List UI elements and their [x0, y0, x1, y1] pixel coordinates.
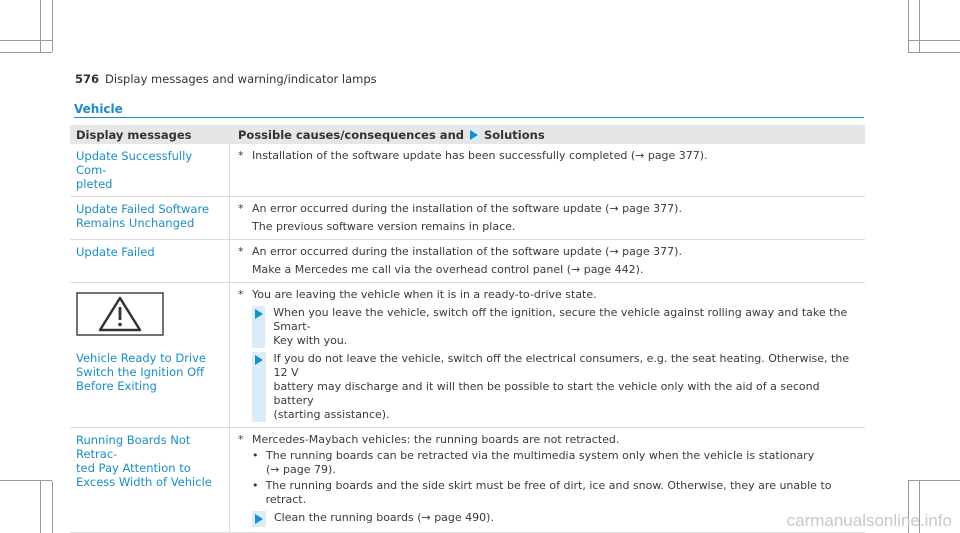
causes-solutions-cell [230, 197, 865, 239]
crop-mark [40, 481, 41, 533]
section-title: Vehicle [74, 102, 123, 116]
asterisk-marker: * [238, 149, 244, 162]
play-arrow-icon [468, 128, 480, 142]
bullet-marker: • [252, 449, 259, 462]
solution-step [238, 352, 857, 422]
cause-text: Mercedes-Maybach vehicles: the running boards are not retracted. [252, 433, 620, 446]
bullet-line [238, 479, 857, 507]
crop-mark [52, 0, 53, 52]
display-message-text: Update Successfully Com- pleted [76, 149, 193, 191]
solution-text: If you do not leave the vehicle, switch off the electrical consumers, e.g. the seat heating. Otherwise, the 12 V battery may discharge and it will then be possible to start the vehicle only with the aid of a second battery (starting assistance). [273, 352, 850, 421]
crop-mark [908, 52, 960, 53]
table-row [70, 144, 865, 197]
causes-solutions-cell [230, 428, 865, 532]
table-row [70, 283, 865, 428]
solution-text: Clean the running boards (→ page 490). [274, 511, 494, 524]
asterisk-marker: * [238, 433, 244, 446]
display-message-cell [70, 197, 230, 239]
crop-mark [0, 52, 52, 53]
solution-step [238, 306, 857, 348]
solution-text: When you leave the vehicle, switch off the ignition, secure the vehicle against rolling away and take the Smart- Key with you. [273, 306, 848, 347]
table-row [70, 240, 865, 283]
page-header-title: Display messages and warning/indicator lamps [105, 72, 377, 86]
display-message-cell [70, 144, 230, 196]
cause-text: You are leaving the vehicle when it is in a ready-to-drive state. [252, 288, 597, 301]
info-text: The previous software version remains in place. [252, 220, 516, 233]
header-display-messages: Display messages [76, 127, 192, 142]
header-solutions-label: Solutions [484, 127, 545, 142]
display-message-cell [70, 428, 230, 532]
header-causes-solutions [230, 128, 865, 142]
display-message-text: Update Failed [76, 245, 155, 259]
display-message-cell [70, 283, 230, 427]
crop-mark [40, 0, 41, 52]
solution-step [238, 511, 857, 527]
crop-mark [52, 481, 53, 533]
table-row [70, 428, 865, 533]
asterisk-marker: * [238, 202, 244, 215]
play-arrow-icon [252, 306, 265, 348]
crop-mark [0, 40, 52, 41]
crop-mark [919, 0, 920, 52]
table-row [70, 197, 865, 240]
crop-mark [0, 480, 52, 481]
cause-text: An error occurred during the installation of the software update (→ page 377). [252, 245, 682, 258]
play-arrow-icon [252, 352, 266, 422]
page-number: 576 [75, 72, 100, 86]
cause-text: An error occurred during the installation of the software update (→ page 377). [252, 202, 682, 215]
info-line [238, 220, 857, 234]
crop-mark [908, 480, 960, 481]
crop-mark [908, 40, 960, 41]
page-header [75, 72, 377, 88]
table-body [70, 144, 865, 533]
table-header [70, 125, 865, 144]
causes-solutions-cell [230, 240, 865, 282]
warning-triangle-icon [76, 292, 223, 339]
info-line [238, 263, 857, 277]
bullet-text: The running boards and the side skirt must be free of dirt, ice and snow. Otherwise, they are unable to retract. [265, 479, 832, 506]
causes-solutions-cell [230, 283, 865, 427]
cause-line [238, 149, 857, 163]
header-causes-label: Possible causes/consequences and [238, 127, 464, 142]
bullet-text: The running boards can be retracted via the multimedia system only when the vehicle is stationary (→ page 79). [266, 449, 815, 476]
bullet-line [238, 449, 857, 477]
crop-mark [908, 0, 909, 52]
messages-table [70, 125, 865, 533]
display-message-text: Update Failed Software Remains Unchanged [76, 202, 210, 230]
info-text: Make a Mercedes me call via the overhead control panel (→ page 442). [252, 263, 644, 276]
watermark: carmanualsonline.info [786, 511, 952, 530]
cause-line [238, 433, 857, 447]
cause-line [238, 245, 857, 259]
cause-line [238, 288, 857, 302]
display-message-text: Running Boards Not Retrac- ted Pay Attention to Excess Width of Vehicle [76, 433, 212, 489]
bullet-marker: • [252, 479, 259, 492]
play-arrow-icon [252, 511, 266, 527]
cause-text: Installation of the software update has been successfully completed (→ page 377). [252, 149, 708, 162]
causes-solutions-cell [230, 144, 865, 196]
display-message-text: Vehicle Ready to Drive Switch the Ignition Off Before Exiting [76, 351, 206, 393]
asterisk-marker: * [238, 288, 244, 301]
display-message-cell [70, 240, 230, 282]
section-rule [74, 117, 864, 118]
asterisk-marker: * [238, 245, 244, 258]
cause-line [238, 202, 857, 216]
